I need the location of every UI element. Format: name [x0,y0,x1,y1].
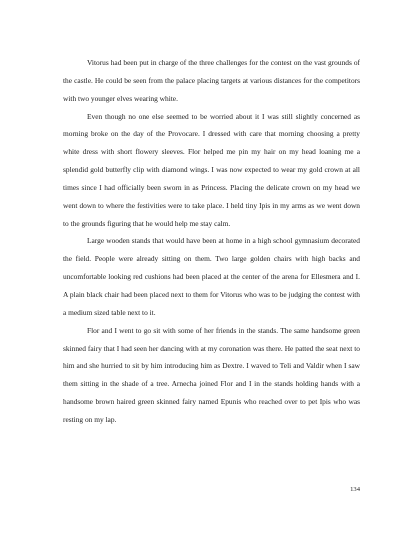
paragraph: Even though no one else seemed to be worried about it I was still slightly concerned as morning broke on the day of the Provocare. I dressed with care that morning choosing a pretty white dress with short flowery sleeves. Flor helped me pin my hair on my head loaning me a splendid gold butterfly clip with diamond wings. I was now expected to wear my gold crown at all times since I had officially been sworn in as Princess. Placing the delicate crown on my head we went down to where the festivities were to take place. I held tiny Ipis in my arms as we went down to the grounds figuring that he would help me stay calm. [63,111,360,228]
paragraph: Large wooden stands that would have been at home in a high school gymnasium decorated the field. People were already sitting on them. Two large golden chairs with high backs and uncomfortable looking red cushions had been placed at the center of the arena for Ellesmera and I. A plain black chair had been placed next to them for Vitorus who was to be judging the contest with a medium sized table next to it. [63,236,360,317]
paragraph: Vitorus had been put in charge of the three challenges for the contest on the vast grounds of the castle. He could be seen from the palace placing targets at various distances for the competitors with two younger elves wearing white. [63,58,360,103]
paragraph: Flor and I went to go sit with some of her friends in the stands. The same handsome green skinned fairy that I had seen her dancing with at my coronation was there. He patted the seat next to him and she hurried to sit by him introducing him as Dextre. I waved to Teli and Valdir when I saw them sitting in the shade of a tree. Arnecha joined Flor and I in the stands holding hands with a handsome brown haired green skinned fairy named Epunis who reached over to pet Ipis who was resting on my lap. [63,325,360,424]
body-text [63,54,360,429]
page-number: 134 [350,486,360,493]
